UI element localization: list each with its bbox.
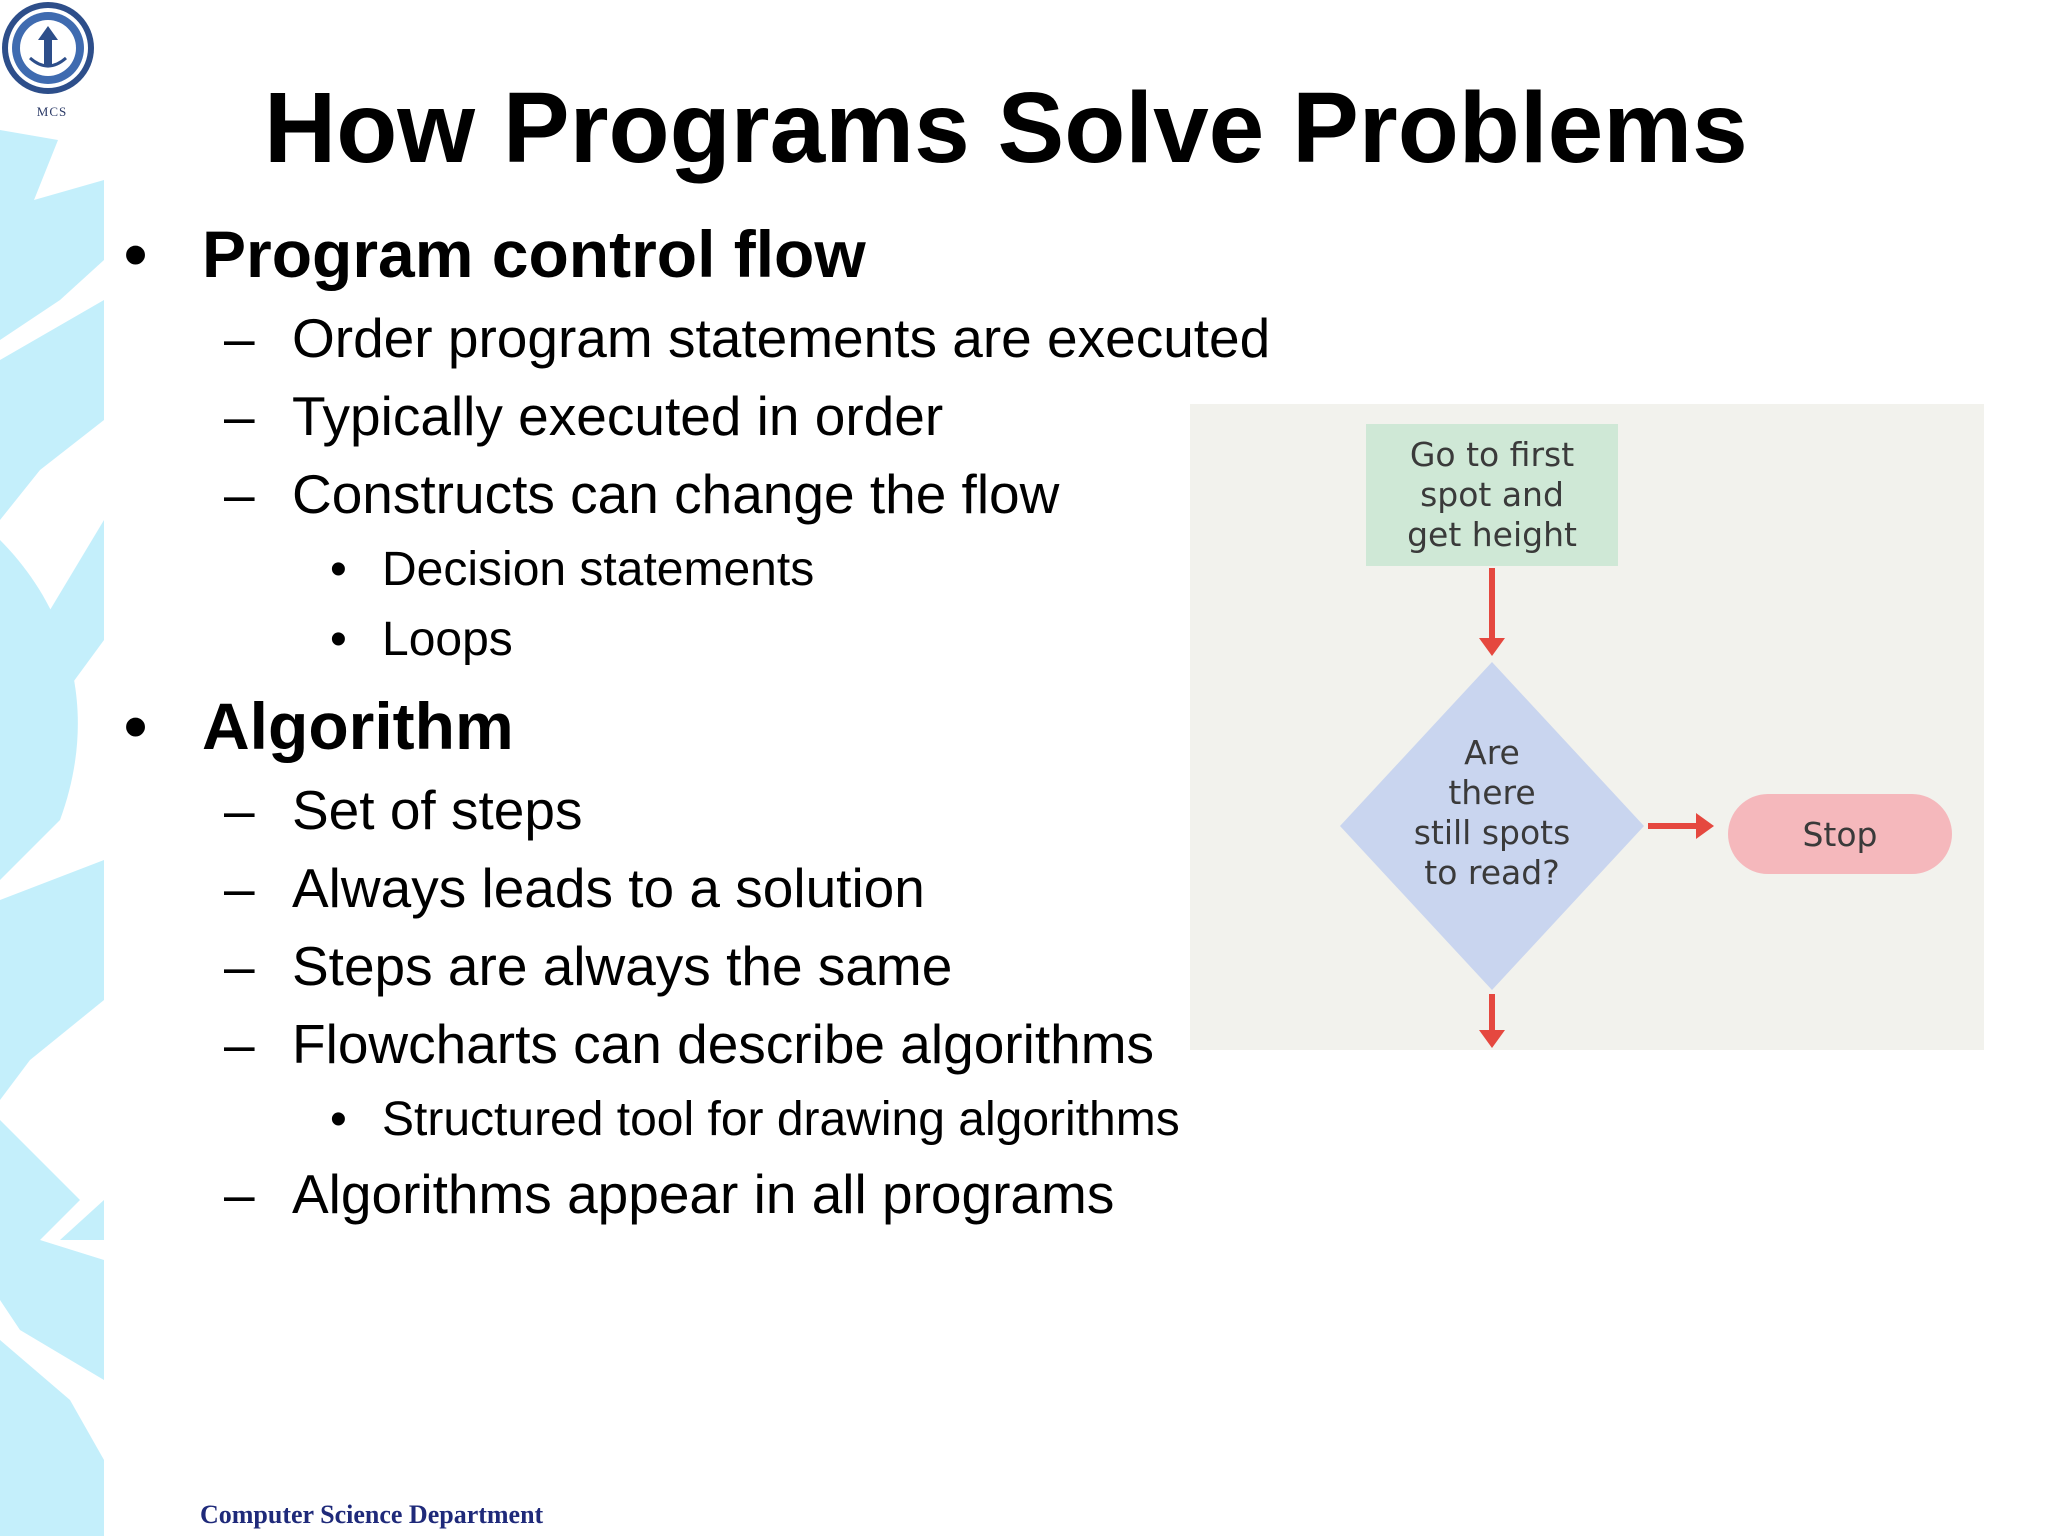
stop-label: Stop <box>1802 815 1878 854</box>
dash-marker: – <box>224 1013 255 1075</box>
sub-bullet-text: Algorithms appear in all programs <box>292 1163 1115 1225</box>
dash-marker: – <box>224 779 255 841</box>
bullet-marker: • <box>124 689 148 763</box>
side-band-pattern <box>0 0 104 1536</box>
sub-bullet-text: Typically executed in order <box>292 385 944 447</box>
decorative-side-band <box>0 0 104 1536</box>
decision-line-3: still spots <box>1413 813 1571 852</box>
dash-marker: – <box>224 935 255 997</box>
dash-marker: – <box>224 857 255 919</box>
arrowhead-right <box>1696 813 1714 839</box>
sub-bullet-text: Always leads to a solution <box>292 857 925 919</box>
sub-sub-bullet-text: Decision statements <box>382 543 815 596</box>
dash-marker: – <box>224 1163 255 1225</box>
decision-line-4: to read? <box>1424 853 1560 892</box>
bullet-heading: Program control flow <box>202 217 866 291</box>
university-seal-logo <box>0 0 96 96</box>
decision-line-2: there <box>1448 773 1536 812</box>
bullet-marker: • <box>330 1093 347 1146</box>
sub-sub-bullet-text: Loops <box>382 613 513 666</box>
dash-marker: – <box>224 307 255 369</box>
dash-marker: – <box>224 385 255 447</box>
dash-marker: – <box>224 463 255 525</box>
process-box-line-3: get height <box>1407 515 1577 554</box>
sub-bullet-text: Constructs can change the flow <box>292 463 1060 525</box>
flowchart-svg <box>1190 404 1984 1050</box>
sub-sub-bullet-text: Structured tool for drawing algorithms <box>382 1093 1180 1146</box>
bullet-marker: • <box>330 543 347 596</box>
arrowhead-down-1 <box>1479 638 1505 656</box>
logo-caption: MCS <box>36 104 68 119</box>
sub-bullet-text: Order program statements are executed <box>292 307 1271 369</box>
process-box-line-2: spot and <box>1420 475 1564 514</box>
sub-bullet-text: Flowcharts can describe algorithms <box>292 1013 1155 1075</box>
sub-bullet-text: Set of steps <box>292 779 583 841</box>
arrowhead-down-2 <box>1479 1030 1505 1048</box>
process-box-line-1: Go to first <box>1409 435 1575 474</box>
slide-title: How Programs Solve Problems <box>264 72 1748 184</box>
bullet-heading: Algorithm <box>202 689 514 763</box>
bullet-marker: • <box>124 217 148 291</box>
bullet-marker: • <box>330 613 347 666</box>
flowchart-figure <box>1190 404 1984 1050</box>
footer-department: Computer Science Department <box>200 1500 544 1529</box>
decision-line-1: Are <box>1464 733 1520 772</box>
sub-bullet-text: Steps are always the same <box>292 935 953 997</box>
